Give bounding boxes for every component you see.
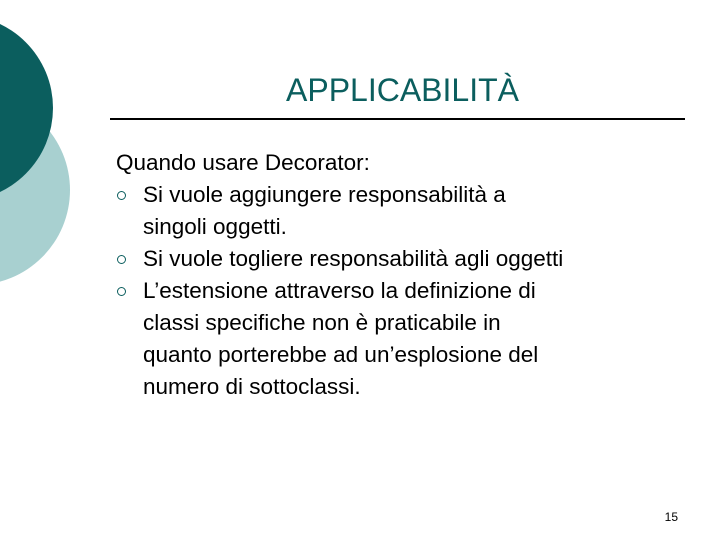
bullet-line: quanto porterebbe ad un’esplosione del	[143, 342, 539, 367]
bullet-item	[116, 275, 696, 403]
bullet-line: L’estensione attraverso la definizione di	[143, 278, 536, 303]
bullet-circle-icon	[117, 287, 126, 296]
slide-title: APPLICABILITÀ	[286, 72, 519, 108]
title-divider	[110, 118, 685, 120]
slide-content	[116, 147, 696, 403]
bullet-list	[116, 179, 696, 403]
lead-text: Quando usare Decorator:	[116, 150, 370, 175]
bullet-line: singoli oggetti.	[143, 214, 287, 239]
bullet-item	[116, 179, 696, 243]
bullet-item	[116, 243, 696, 275]
bullet-circle-icon	[117, 255, 126, 264]
bullet-circle-icon	[117, 191, 126, 200]
page-number: 15	[664, 510, 678, 524]
decorative-circles	[0, 0, 120, 300]
bullet-line: numero di sottoclassi.	[143, 374, 361, 399]
bullet-line: Si vuole aggiungere responsabilità a	[143, 182, 506, 207]
bullet-line: classi specifiche non è praticabile in	[143, 310, 501, 335]
bullet-line: Si vuole togliere responsabilità agli oggetti	[143, 246, 564, 271]
